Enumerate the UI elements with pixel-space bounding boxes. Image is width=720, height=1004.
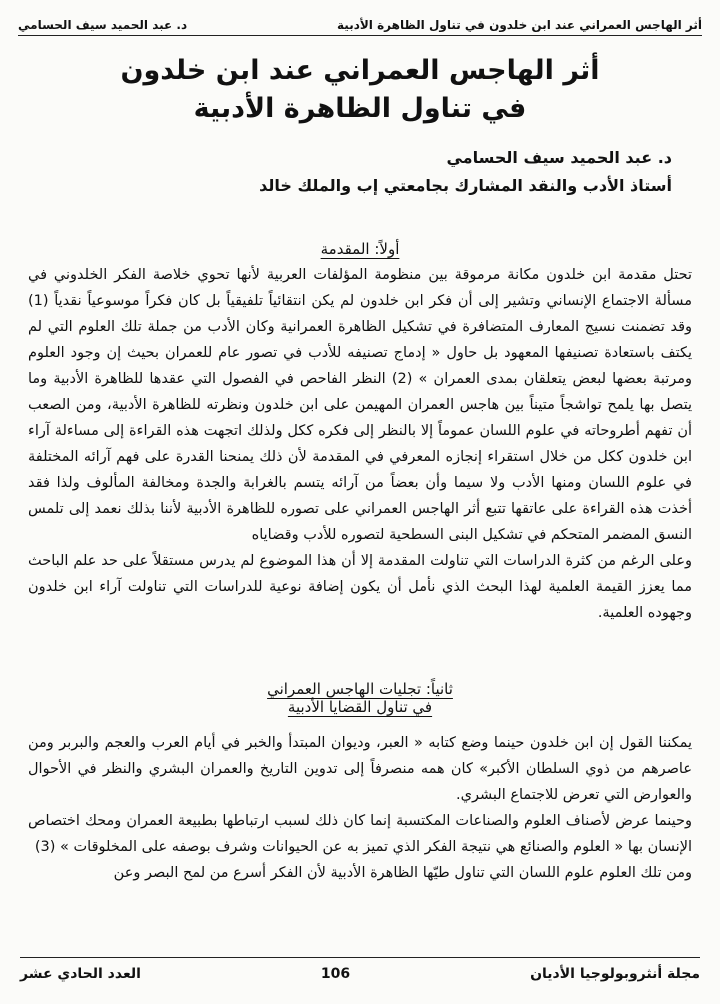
section-heading-manifestations [0,680,720,716]
section-manifestations-body [28,730,692,886]
running-header [18,8,702,36]
paragraph: وحينما عرض لأصناف العلوم والصناعات المكتسبة إنما كان ذلك لسبب ارتباطها بطبيعة العمران ومحك اختصاص الإنسان بها « العلوم والصنائع هي نتيجة الفكر الذي تميز به عن الحيوانات وشرف بوصفه على المخلوقات » (3) [28,813,692,855]
page-footer [20,957,700,982]
paragraph: تحتل مقدمة ابن خلدون مكانة مرموقة بين منظومة المؤلفات العربية لأنها تحوي خلاصة الفكر الخلدوني في مسألة الاجتماع الإنساني وتشير إلى أن فكر ابن خلدون لم يكن انتقائياً تلفيقياً بل كان فكراً موسوعياً نقدياً (1) وقد تضمنت نسيج المعارف المتضافرة في تشكيل الظاهرة العمرانية وكان الأدب من جملة تلك العلوم التي لم يكتف باستعادة تصنيفها المعهود بل حاول « إدماج تصنيفه للأدب في تصور عام للعمران بحيث إن وجود العلوم ومرتبة بعضها لبعض يتعلقان بمدى العمران » (2) النظر الفاحص في الفصول التي عقدها للظاهرة الأدبية وما يتصل بها يلمح تواشجاً متيناً بين هاجس العمران المهيمن على ابن خلدون ونظرته للظاهرة الأدبية، ومن الصعب أن تفهم أطروحاته في علوم اللسان عموماً إلا بالنظر إلى فكره ككل ولذلك اتجهت هذه القراءة إلى مساءلة آراء ابن خلدون ككل من خلال استقراء إنجازه المعرفي في المقدمة لأن ذلك يمنحنا القدرة على فهم آرائه المختلفة في علوم اللسان ومنها الأدب ولا سيما وأن بعضاً من آرائه يتسم بالغرابة والجدة ومخالفة المألوف ولذا فقد أخذت هذه القراءة على عاتقها تتبع أثر الهاجس العمراني على تصوره للظاهرة الأدبية لأننا بذلك نعمد إلى تلمس النسق المضمر المتحكم في تشكيل البنى السطحية لتصوره للأدب وقضاياه [28,267,692,543]
footer-page-number: 106 [320,966,351,982]
section-heading-line-2: في تناول القضايا الأدبية [287,698,433,716]
section-heading-introduction: أولاً: المقدمة [320,240,400,258]
footer-issue: العدد الحادي عشر [20,966,141,982]
paragraph: ومن تلك العلوم علوم اللسان التي تناول طيّها الظاهرة الأدبية لأن الفكر أسرع من لمح البصر وعن [113,865,692,881]
running-header-author: د. عبد الحميد سيف الحسامي [18,18,188,32]
footer-journal-name: مجلة أنثروبولوجيا الأديان [530,966,700,982]
article-title [0,52,720,128]
paragraph: يمكننا القول إن ابن خلدون حينما وضع كتابه « العبر، وديوان المبتدأ والخبر في أيام العرب والعجم والبربر ومن عاصرهم من ذوي السلطان الأكبر» كان همه منصرفاً إلى تدوين التاريخ والعمران البشري والنظر في الأحوال والعوارض التي تعرض للاجتماع البشري. [28,735,692,803]
author-name: د. عبد الحميد سيف الحسامي [446,148,672,167]
paragraph: وعلى الرغم من كثرة الدراسات التي تناولت المقدمة إلا أن هذا الموضوع لم يدرس مستقلاً على حد علم الباحث مما يعزز القيمة العلمية لهذا البحث الذي نأمل أن يكون إضافة نوعية للدراسات التي تناولت آراء ابن خلدون وجهوده العلمية. [28,553,692,621]
running-header-title: أثر الهاجس العمراني عند ابن خلدون في تناول الظاهرة الأدبية [337,18,702,32]
author-affiliation: أستاذ الأدب والنقد المشارك بجامعتي إب والملك خالد [259,176,672,195]
article-title-line-1: أثر الهاجس العمراني عند ابن خلدون [120,55,600,86]
section-heading-line-1: ثانياً: تجليات الهاجس العمراني [267,680,453,698]
section-introduction-body [28,262,692,626]
article-title-line-2: في تناول الظاهرة الأدبية [193,93,527,124]
